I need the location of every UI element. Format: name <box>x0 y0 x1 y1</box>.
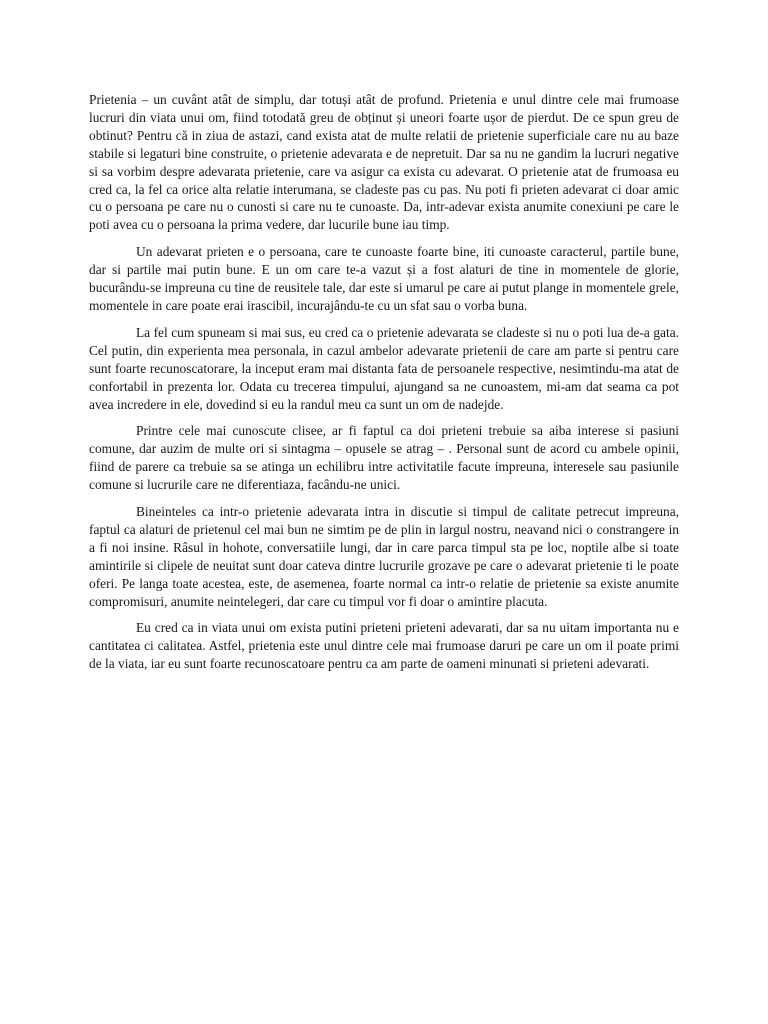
paragraph-1: Prietenia – un cuvânt atât de simplu, dar totuși atât de profund. Prietenia e unul dintre cele mai frumoase lucruri din viata unui om, fiind totodată greu de obținut și uneori foarte ușor de pierdut. De ce spun greu de obtinut? Pentru că in ziua de astazi, cand exista atat de multe relatii de prietenie superficiale care nu au baze stabile si legaturi bine construite, o prietenie adevarata e de nepretuit. Dar sa nu ne gandim la lucruri negative si sa vorbim despre adevarata prietenie, care va asigur ca exista cu adevarat. O prietenie atat de frumoasa eu cred ca, la fel ca orice alta relatie interumana, se cladeste pas cu pas. Nu poti fi prieten adevarat ci doar amic cu o persoana pe care nu o cunosti si care nu te cunoaste. Da, intr-adevar exista anumite conexiuni pe care le poti avea cu o persoana la prima vedere, dar lucurile bune iau timp. <box>89 92 679 233</box>
paragraph-6: Eu cred ca in viata unui om exista putini prieteni prieteni adevarati, dar sa nu uitam importanta nu e cantitatea ci calitatea. Astfel, prietenia este unul dintre cele mai frumoase daruri pe care un om il poate primi de la viata, iar eu sunt foarte recunoscatoare pentru ca am parte de oameni minunati si prieteni adevarati. <box>89 620 679 672</box>
paragraph-2: Un adevarat prieten e o persoana, care te cunoaste foarte bine, iti cunoaste caracterul, partile bune, dar si partile mai putin bune. E un om care te-a vazut și a fost alaturi de tine in momentele de glorie, bucurându-se impreuna cu tine de reusitele tale, dar este si umarul pe care ai putut plange in momentele grele, momentele in care poate erai irascibil, incurajându-te cu un sfat sau o vorba buna. <box>89 244 679 313</box>
paragraph-4: Printre cele mai cunoscute clisee, ar fi faptul ca doi prieteni trebuie sa aiba interese si pasiuni comune, dar auzim de multe ori si sintagma – opusele se atrag – . Personal sunt de acord cu ambele opinii, fiind de parere ca trebuie sa se atinga un echilibru intre activitatile facute impreuna, interesele sau pasiunile comune si lucrurile care ne diferentiaza, facându-ne unici. <box>89 423 679 493</box>
paragraph-5: Bineinteles ca intr-o prietenie adevarata intra in discutie si timpul de calitate petrecut impreuna, faptul ca alaturi de prietenul cel mai bun ne simtim pe de plin in largul nostru, neavand nici o constrangere in a fi noi insine. Râsul in hohote, conversatiile lungi, dar in care parca timpul sta pe loc, noptile albe si toate amintirile si clipele de neuitat sunt doar cateva dintre lucrurile grozave pe care o adevarat prietenie ti le poate oferi. Pe langa toate acestea, este, de asemenea, foarte normal ca intr-o relatie de prietenie sa existe anumite compromisuri, anumite neintelegeri, dar care cu timpul vor fi doar o amintire placuta. <box>89 504 679 609</box>
document-body <box>89 91 679 682</box>
paragraph-3: La fel cum spuneam si mai sus, eu cred ca o prietenie adevarata se cladeste si nu o poti lua de-a gata. Cel putin, din experienta mea personala, in cazul ambelor adevarate prietenii de care am parte si pentru care sunt foarte recunoscatorare, la inceput eram mai distanta fata de persoanele respective, nesimtindu-ma atat de confortabil in prezenta lor. Odata cu trecerea timpului, ajungand sa ne cunoastem, mi-am dat seama ca pot avea incredere in ele, dovedind si eu la randul meu ca sunt un om de nadejde. <box>89 324 679 412</box>
